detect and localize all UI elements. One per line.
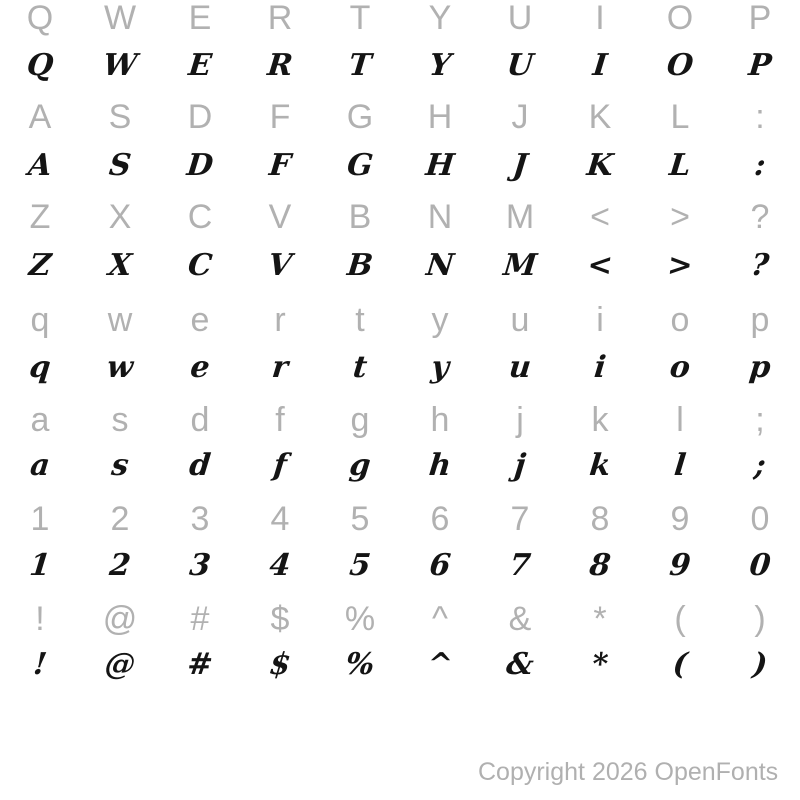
char-cell: Z: [29, 198, 51, 236]
char-cell: k: [591, 401, 609, 439]
char-cell: *: [593, 600, 607, 638]
char-cell: q: [30, 301, 50, 339]
char-cell: o: [668, 350, 692, 385]
char-row-uppercase-zxcv-script: [0, 241, 800, 291]
char-cell: O: [665, 48, 695, 83]
char-cell: R: [267, 0, 293, 37]
char-cell: ;: [755, 401, 765, 439]
char-cell: <: [585, 248, 615, 283]
char-cell: 0: [750, 500, 770, 538]
char-cell: K: [588, 98, 612, 136]
char-cell: %: [343, 647, 377, 682]
char-cell: 8: [587, 548, 613, 583]
char-cell: h: [430, 401, 450, 439]
char-cell: l: [672, 448, 688, 483]
char-cell: &: [508, 600, 532, 638]
char-cell: <: [590, 198, 610, 236]
char-cell: L: [667, 148, 693, 183]
char-cell: f: [271, 448, 289, 483]
char-row-uppercase-qwerty-reference: [0, 0, 800, 43]
char-cell: r: [274, 301, 286, 339]
char-cell: k: [587, 448, 613, 483]
char-cell: ): [754, 600, 766, 638]
char-cell: S: [107, 148, 133, 183]
char-cell: a: [28, 448, 52, 483]
char-cell: W: [101, 48, 139, 83]
char-cell: >: [665, 248, 695, 283]
char-cell: l: [676, 401, 684, 439]
char-cell: 2: [110, 500, 130, 538]
char-cell: %: [344, 600, 376, 638]
char-cell: W: [103, 0, 137, 37]
char-cell: $: [270, 600, 290, 638]
char-cell: 5: [350, 500, 370, 538]
char-cell: :: [752, 148, 768, 183]
char-cell: O: [666, 0, 694, 37]
char-cell: H: [427, 98, 453, 136]
char-cell: p: [750, 301, 770, 339]
char-cell: w: [105, 350, 135, 385]
char-cell: j: [512, 448, 528, 483]
char-cell: J: [511, 148, 529, 183]
char-cell: V: [266, 248, 294, 283]
char-cell: 4: [270, 500, 290, 538]
char-row-symbols-script: [0, 640, 800, 690]
char-cell: M: [501, 248, 539, 283]
char-row-lowercase-asdf-script: [0, 441, 800, 491]
char-row-digits-script: [0, 541, 800, 591]
char-cell: N: [424, 248, 456, 283]
char-cell: i: [596, 301, 604, 339]
char-cell: 7: [507, 548, 533, 583]
char-row-uppercase-asdf-script: [0, 141, 800, 191]
char-cell: &: [504, 647, 536, 682]
char-cell: #: [190, 600, 210, 638]
char-cell: @: [103, 647, 137, 682]
char-cell: J: [511, 98, 529, 136]
char-cell: 7: [510, 500, 530, 538]
char-cell: q: [27, 350, 53, 385]
char-cell: r: [270, 350, 290, 385]
char-cell: I: [595, 0, 605, 37]
char-cell: M: [505, 198, 535, 236]
char-cell: D: [185, 148, 215, 183]
char-cell: R: [265, 48, 295, 83]
char-cell: *: [590, 647, 610, 682]
char-cell: T: [347, 48, 374, 83]
char-cell: E: [188, 0, 212, 37]
char-cell: 5: [347, 548, 373, 583]
char-cell: 2: [107, 548, 133, 583]
char-row-lowercase-qwerty-reference: [0, 295, 800, 345]
char-cell: u: [507, 350, 533, 385]
char-row-lowercase-qwerty-script: [0, 343, 800, 393]
char-cell: 8: [590, 500, 610, 538]
char-cell: G: [346, 98, 374, 136]
char-cell: K: [585, 148, 615, 183]
char-cell: ^: [432, 600, 448, 638]
char-cell: w: [107, 301, 133, 339]
char-row-lowercase-asdf-reference: [0, 395, 800, 445]
char-cell: Q: [26, 0, 54, 37]
char-cell: 9: [670, 500, 690, 538]
char-cell: d: [187, 448, 213, 483]
char-cell: 6: [430, 500, 450, 538]
char-cell: y: [431, 301, 449, 339]
char-cell: (: [671, 647, 689, 682]
char-row-digits-reference: [0, 494, 800, 544]
char-cell: F: [269, 98, 291, 136]
char-cell: 9: [667, 548, 693, 583]
char-cell: H: [424, 148, 457, 183]
char-cell: 3: [190, 500, 210, 538]
char-row-uppercase-zxcv-reference: [0, 192, 800, 242]
char-cell: D: [187, 98, 213, 136]
char-cell: C: [187, 198, 213, 236]
char-cell: U: [505, 48, 535, 83]
char-cell: V: [268, 198, 292, 236]
char-cell: e: [190, 301, 210, 339]
char-cell: #: [185, 647, 215, 682]
char-cell: ;: [752, 448, 768, 483]
char-cell: P: [746, 48, 774, 83]
char-cell: F: [267, 148, 293, 183]
char-cell: P: [748, 0, 772, 37]
char-cell: o: [670, 301, 690, 339]
char-cell: j: [516, 401, 524, 439]
char-cell: t: [355, 301, 365, 339]
char-cell: 1: [30, 500, 50, 538]
char-cell: p: [747, 350, 773, 385]
char-cell: s: [111, 401, 129, 439]
char-cell: I: [591, 48, 609, 83]
char-cell: N: [427, 198, 453, 236]
copyright-text: Copyright 2026 OpenFonts: [478, 758, 779, 786]
char-cell: t: [351, 350, 369, 385]
char-cell: u: [510, 301, 530, 339]
char-cell: 1: [27, 548, 53, 583]
char-cell: Q: [25, 48, 55, 83]
char-cell: :: [755, 98, 765, 136]
char-cell: i: [592, 350, 608, 385]
char-cell: Z: [27, 248, 53, 283]
char-cell: A: [26, 148, 54, 183]
char-cell: B: [348, 198, 372, 236]
char-cell: y: [429, 350, 451, 385]
char-cell: ?: [749, 248, 771, 283]
char-row-uppercase-asdf-reference: [0, 92, 800, 142]
char-cell: (: [674, 600, 686, 638]
char-cell: ?: [750, 198, 770, 236]
char-cell: $: [267, 647, 293, 682]
char-cell: Y: [428, 0, 452, 37]
char-cell: h: [427, 448, 453, 483]
char-cell: 4: [267, 548, 293, 583]
char-cell: !: [31, 647, 49, 682]
char-cell: e: [188, 350, 212, 385]
char-row-uppercase-qwerty-script: [0, 41, 800, 91]
char-cell: B: [345, 248, 375, 283]
char-cell: G: [345, 148, 375, 183]
char-cell: X: [106, 248, 134, 283]
char-cell: d: [190, 401, 210, 439]
char-cell: S: [108, 98, 132, 136]
char-cell: ): [751, 647, 769, 682]
char-cell: g: [350, 401, 370, 439]
char-cell: a: [30, 401, 50, 439]
char-cell: s: [109, 448, 131, 483]
char-cell: A: [28, 98, 52, 136]
char-cell: @: [102, 600, 138, 638]
char-cell: !: [35, 600, 45, 638]
char-cell: 0: [747, 548, 773, 583]
char-cell: 6: [427, 548, 453, 583]
char-cell: 3: [187, 548, 213, 583]
char-cell: T: [349, 0, 371, 37]
char-cell: U: [507, 0, 533, 37]
char-cell: g: [347, 448, 373, 483]
char-row-symbols-reference: [0, 594, 800, 644]
char-cell: E: [186, 48, 214, 83]
char-cell: X: [108, 198, 132, 236]
char-cell: ^: [425, 647, 455, 682]
char-cell: C: [186, 248, 214, 283]
char-cell: f: [275, 401, 285, 439]
char-cell: >: [670, 198, 690, 236]
char-cell: L: [670, 98, 690, 136]
char-cell: Y: [427, 48, 453, 83]
